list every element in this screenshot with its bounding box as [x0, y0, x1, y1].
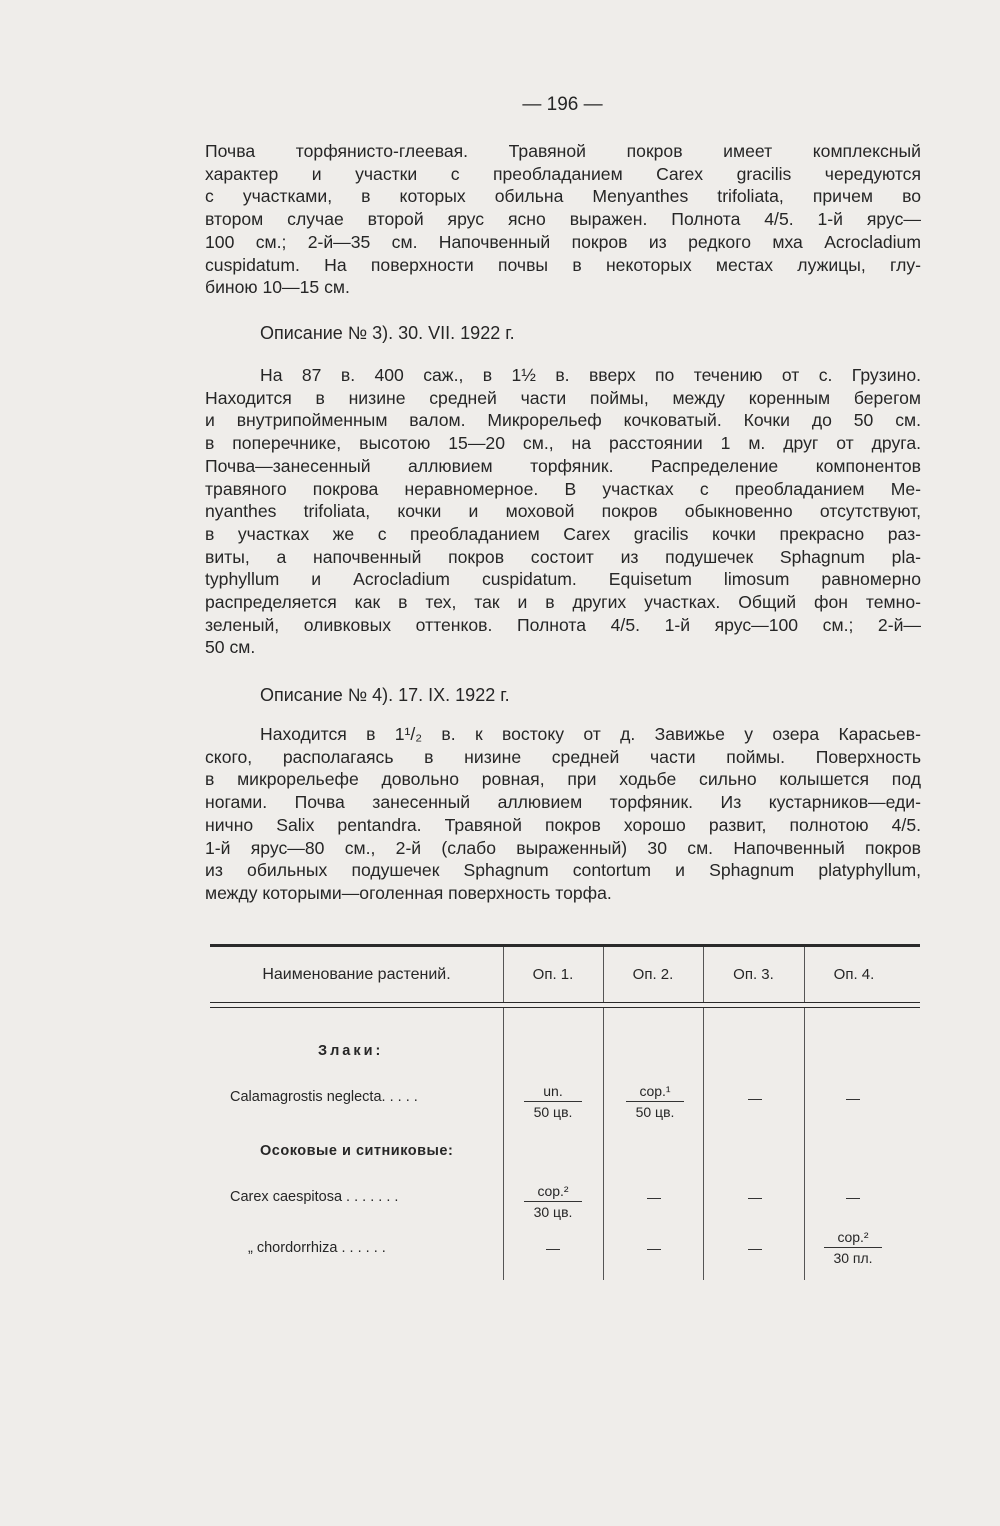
text-line: Почва—занесенный аллювием торфяник. Распределение компонентов [205, 455, 921, 476]
plant-name: „ chordorrhiza . . . . . . [248, 1240, 386, 1256]
text-line: в поперечнике, высотою 15—20 см., на расстоянии 1 м. друг от друга. [205, 433, 921, 454]
column-divider [804, 1008, 805, 1280]
abundance-value: un. [524, 1083, 582, 1102]
text-line: cuspidatum. На поверхности почвы в некоторых местах лужицы, глу- [205, 254, 921, 275]
phenophase-value: 50 цв. [533, 1104, 573, 1120]
text-line: 100 см.; 2-й—35 см. Напочвенный покров из редкого мха Acrocladium [205, 231, 921, 252]
description-heading-3: Описание № 3). 30. VII. 1922 г. [260, 323, 515, 343]
phenophase-value: 50 цв. [635, 1104, 675, 1120]
column-divider [703, 1008, 704, 1280]
abundance-value: cop.¹ [626, 1083, 684, 1102]
text-line: 1-й ярус—80 см., 2-й (слабо выраженный) 30 см. Напочвенный покров [205, 837, 921, 858]
text-line: зеленый, оливковых оттенков. Полнота 4/5. 1-й ярус—100 см.; 2-й— [205, 614, 921, 635]
text-line: распределяется как в тех, так и в других участках. Общий фон темно- [205, 592, 921, 613]
text-line: в участках же с преобладанием Carex gracilis кочки прекрасно раз- [205, 523, 921, 544]
paragraph-1 [205, 140, 921, 299]
header-op2: Оп. 2. [632, 966, 674, 983]
paragraph-3 [205, 723, 921, 905]
header-rule [210, 1002, 920, 1003]
empty-cell: — [846, 1189, 860, 1205]
abundance-value: cop.² [824, 1229, 882, 1248]
text-line: с участками, в которых обильна Menyanthes trifoliata, причем во [205, 186, 921, 207]
abundance-cell [818, 1229, 888, 1266]
description-heading-4: Описание № 4). 17. IX. 1922 г. [260, 685, 510, 705]
abundance-cell [518, 1083, 588, 1120]
abundance-value: cop.² [524, 1183, 582, 1202]
header-op4: Оп. 4. [833, 966, 875, 983]
text-line: нично Salix pentandra. Травяной покров хорошо развит, полнотою 4/5. [205, 814, 921, 835]
empty-cell: — [647, 1240, 661, 1256]
table-top-rule [210, 944, 920, 947]
empty-cell: — [546, 1240, 560, 1256]
text-line: ногами. Почва занесенный аллювием торфяник. Из кустарников—еди- [205, 792, 921, 813]
header-rule-double [210, 1007, 920, 1008]
column-divider [603, 1008, 604, 1280]
text-line: typhyllum и Acrocladium cuspidatum. Equisetum limosum равномерно [205, 569, 921, 590]
group-title-grasses: Злаки: [318, 1043, 384, 1059]
column-divider [503, 1008, 504, 1280]
header-plant-name: Наименование растений. [262, 966, 451, 983]
plant-name: Carex caespitosa . . . . . . . [230, 1189, 399, 1205]
text-line: травяного покрова неравномерное. В участках с преобладанием Me- [205, 478, 921, 499]
text-line: Находится в низине средней части поймы, между коренным берегом [205, 387, 921, 408]
header-op1: Оп. 1. [532, 966, 574, 983]
phenophase-value: 30 пл. [833, 1250, 873, 1266]
text-line: виты, а напочвенный покров состоит из подушечек Sphagnum pla- [205, 546, 921, 567]
phenophase-value: 30 цв. [533, 1204, 573, 1220]
empty-cell: — [748, 1240, 762, 1256]
text-line: и внутрипойменным валом. Микрорельеф кочковатый. Кочки до 50 см. [205, 410, 921, 431]
text-line: На 87 в. 400 саж., в 1½ в. вверх по течению от с. Грузино. [260, 365, 921, 385]
empty-cell: — [647, 1189, 661, 1205]
empty-cell: — [748, 1189, 762, 1205]
text-line: ского, располагаясь в низине средней части поймы. Поверхность [205, 746, 921, 767]
abundance-cell [518, 1183, 588, 1220]
abundance-cell [620, 1083, 690, 1120]
text-line: nyanthes trifoliata, кочки и моховой покров обыкновенно отсутствуют, [205, 501, 921, 522]
text-line: Находится в 1¹/₂ в. к востоку от д. Завижье у озера Карасьев- [260, 724, 921, 744]
page-number: — 196 — [522, 94, 603, 115]
text-line: биною 10—15 см. [205, 277, 350, 298]
text-line: втором случае второй ярус ясно выражен. Полнота 4/5. 1-й ярус— [205, 209, 921, 230]
text-line: характер и участки с преобладанием Carex gracilis чередуются [205, 163, 921, 184]
empty-cell: — [846, 1090, 860, 1106]
text-line: 50 см. [205, 637, 256, 658]
empty-cell: — [748, 1090, 762, 1106]
text-line: между которыми—оголенная поверхность торфа. [205, 882, 612, 903]
header-op3: Оп. 3. [733, 966, 774, 983]
text-line: в микрорельефе довольно ровная, при ходьбе сильно колышется под [205, 769, 921, 790]
text-line: из обильных подушечек Sphagnum contortum и Sphagnum platyphyllum, [205, 860, 921, 881]
text-line: Почва торфянисто-глеевая. Травяной покров имеет комплексный [205, 141, 921, 161]
plant-name: Calamagrostis neglecta. . . . . [230, 1089, 418, 1105]
group-title-sedges: Осоковые и ситниковые: [260, 1143, 454, 1159]
paragraph-2 [205, 364, 921, 659]
